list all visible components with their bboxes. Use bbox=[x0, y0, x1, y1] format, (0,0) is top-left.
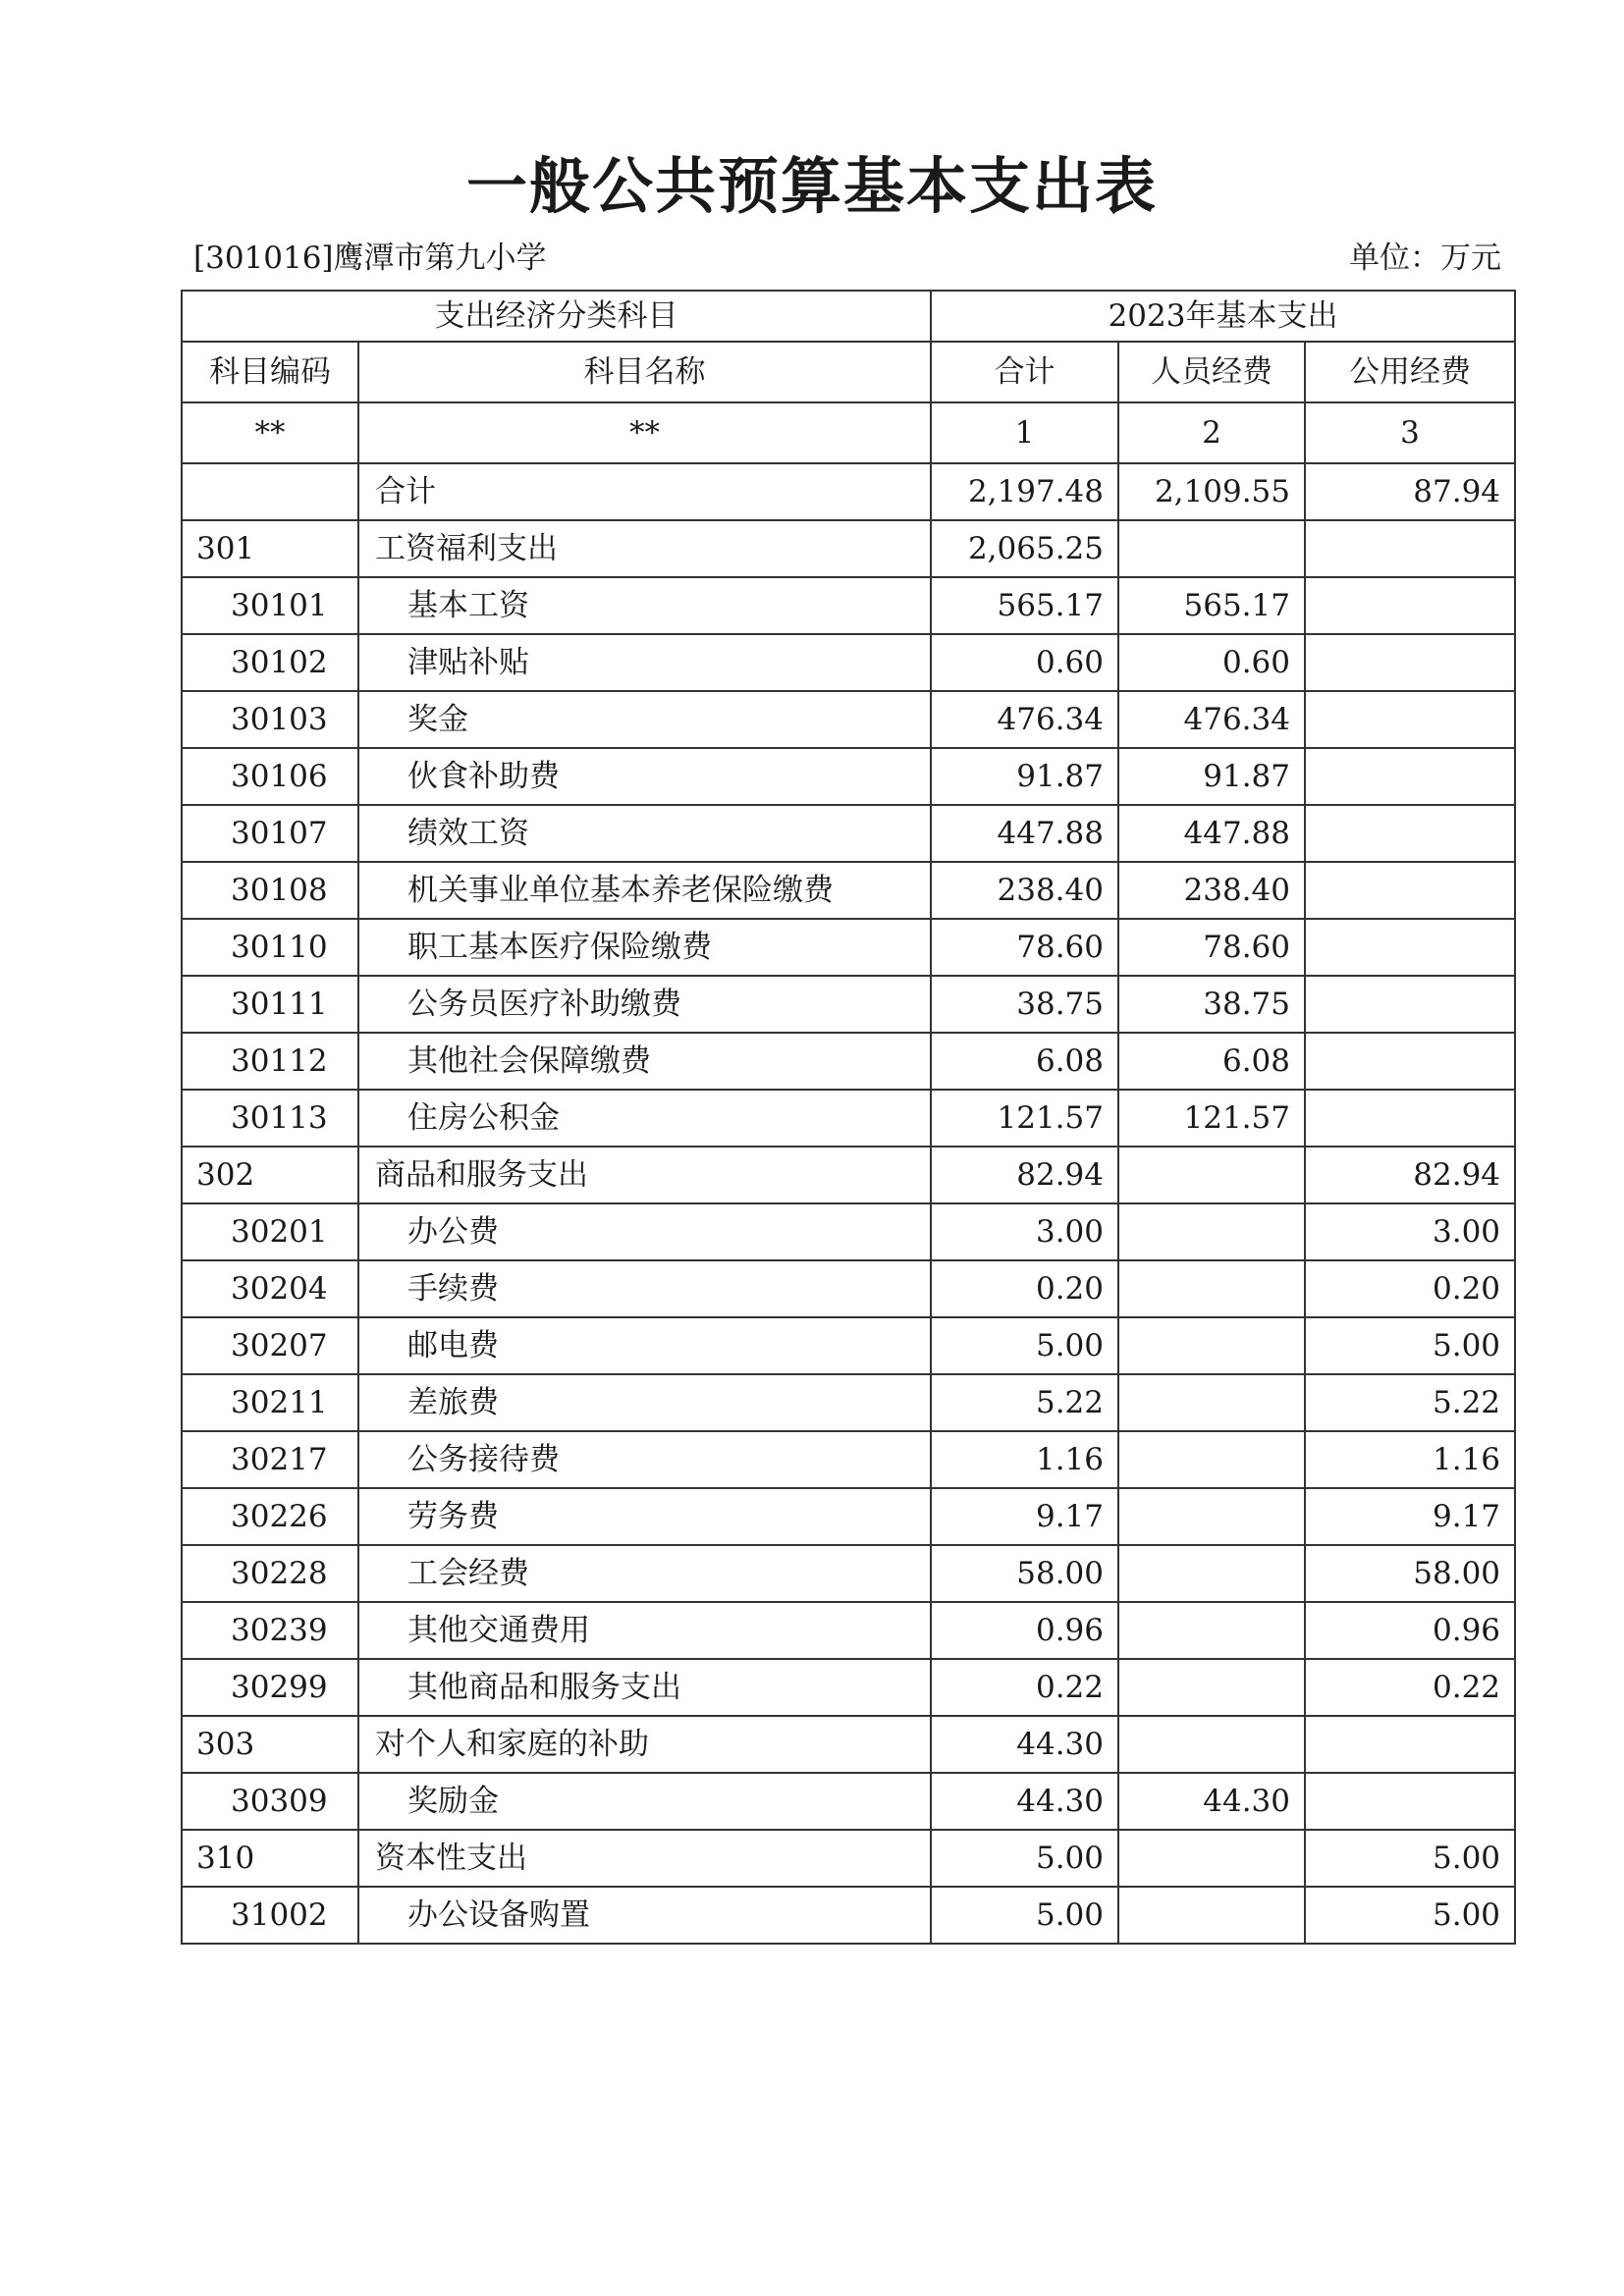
header-group-left: 支出经济分类科目 bbox=[182, 291, 931, 342]
row-personnel: 0.60 bbox=[1118, 634, 1305, 691]
row-personnel: 78.60 bbox=[1118, 919, 1305, 976]
row-total: 476.34 bbox=[931, 691, 1118, 748]
table-row bbox=[182, 976, 1515, 1033]
row-total: 58.00 bbox=[931, 1545, 1118, 1602]
header-total: 合计 bbox=[931, 342, 1118, 402]
table-row bbox=[182, 520, 1515, 577]
table-row bbox=[182, 862, 1515, 919]
row-total: 0.20 bbox=[931, 1260, 1118, 1317]
row-personnel bbox=[1118, 1260, 1305, 1317]
row-total: 238.40 bbox=[931, 862, 1118, 919]
table-row bbox=[182, 1773, 1515, 1830]
row-code: 30204 bbox=[182, 1260, 358, 1317]
index-code: ** bbox=[182, 402, 358, 463]
row-name: 劳务费 bbox=[358, 1488, 931, 1545]
row-public bbox=[1305, 1033, 1515, 1090]
row-name: 其他商品和服务支出 bbox=[358, 1659, 931, 1716]
row-total: 1.16 bbox=[931, 1431, 1118, 1488]
row-public: 87.94 bbox=[1305, 463, 1515, 520]
row-total: 0.22 bbox=[931, 1659, 1118, 1716]
row-public bbox=[1305, 805, 1515, 862]
page-title: 一般公共预算基本支出表 bbox=[465, 150, 1158, 222]
row-total: 565.17 bbox=[931, 577, 1118, 634]
table-row bbox=[182, 1716, 1515, 1773]
row-code: 30107 bbox=[182, 805, 358, 862]
index-personnel: 2 bbox=[1118, 402, 1305, 463]
row-personnel bbox=[1118, 520, 1305, 577]
row-personnel: 476.34 bbox=[1118, 691, 1305, 748]
row-name: 商品和服务支出 bbox=[358, 1147, 931, 1203]
row-code: 30103 bbox=[182, 691, 358, 748]
row-code: 30106 bbox=[182, 748, 358, 805]
row-code: 30201 bbox=[182, 1203, 358, 1260]
row-public: 1.16 bbox=[1305, 1431, 1515, 1488]
row-code: 30207 bbox=[182, 1317, 358, 1374]
row-total: 5.00 bbox=[931, 1830, 1118, 1887]
table-row bbox=[182, 1033, 1515, 1090]
row-total: 6.08 bbox=[931, 1033, 1118, 1090]
row-code: 310 bbox=[182, 1830, 358, 1887]
row-personnel: 238.40 bbox=[1118, 862, 1305, 919]
row-name: 住房公积金 bbox=[358, 1090, 931, 1147]
table-row bbox=[182, 1317, 1515, 1374]
table-row bbox=[182, 634, 1515, 691]
row-name: 差旅费 bbox=[358, 1374, 931, 1431]
header-column-row bbox=[182, 342, 1515, 402]
row-total: 5.22 bbox=[931, 1374, 1118, 1431]
row-name: 邮电费 bbox=[358, 1317, 931, 1374]
row-public: 9.17 bbox=[1305, 1488, 1515, 1545]
row-total: 121.57 bbox=[931, 1090, 1118, 1147]
organization-label: [301016]鹰潭市第九小学 bbox=[193, 240, 547, 276]
row-total: 5.00 bbox=[931, 1887, 1118, 1944]
row-code: 30102 bbox=[182, 634, 358, 691]
table-row bbox=[182, 919, 1515, 976]
row-personnel bbox=[1118, 1887, 1305, 1944]
row-public bbox=[1305, 577, 1515, 634]
index-public: 3 bbox=[1305, 402, 1515, 463]
row-personnel: 38.75 bbox=[1118, 976, 1305, 1033]
index-total: 1 bbox=[931, 402, 1118, 463]
row-public bbox=[1305, 691, 1515, 748]
table-row bbox=[182, 691, 1515, 748]
table-row bbox=[182, 805, 1515, 862]
row-name: 合计 bbox=[358, 463, 931, 520]
row-public: 5.22 bbox=[1305, 1374, 1515, 1431]
row-total: 2,065.25 bbox=[931, 520, 1118, 577]
row-personnel: 565.17 bbox=[1118, 577, 1305, 634]
row-public bbox=[1305, 520, 1515, 577]
row-name: 公务接待费 bbox=[358, 1431, 931, 1488]
row-personnel bbox=[1118, 1545, 1305, 1602]
row-code: 30111 bbox=[182, 976, 358, 1033]
row-public: 82.94 bbox=[1305, 1147, 1515, 1203]
row-public bbox=[1305, 976, 1515, 1033]
row-public: 5.00 bbox=[1305, 1830, 1515, 1887]
table-row bbox=[182, 1602, 1515, 1659]
index-name: ** bbox=[358, 402, 931, 463]
table-row bbox=[182, 748, 1515, 805]
row-personnel: 2,109.55 bbox=[1118, 463, 1305, 520]
table-row bbox=[182, 1090, 1515, 1147]
row-public: 0.96 bbox=[1305, 1602, 1515, 1659]
unit-label: 单位：万元 bbox=[1349, 240, 1501, 276]
row-public: 3.00 bbox=[1305, 1203, 1515, 1260]
table-row bbox=[182, 1545, 1515, 1602]
row-code bbox=[182, 463, 358, 520]
row-public bbox=[1305, 748, 1515, 805]
row-public: 58.00 bbox=[1305, 1545, 1515, 1602]
row-name: 资本性支出 bbox=[358, 1830, 931, 1887]
row-personnel bbox=[1118, 1374, 1305, 1431]
row-total: 44.30 bbox=[931, 1773, 1118, 1830]
header-group-right: 2023年基本支出 bbox=[931, 291, 1515, 342]
row-total: 2,197.48 bbox=[931, 463, 1118, 520]
row-total: 9.17 bbox=[931, 1488, 1118, 1545]
table-row bbox=[182, 1887, 1515, 1944]
row-code: 30112 bbox=[182, 1033, 358, 1090]
table-row bbox=[182, 463, 1515, 520]
row-code: 30228 bbox=[182, 1545, 358, 1602]
row-code: 302 bbox=[182, 1147, 358, 1203]
row-personnel bbox=[1118, 1830, 1305, 1887]
table-row bbox=[182, 1431, 1515, 1488]
row-code: 30108 bbox=[182, 862, 358, 919]
header-code: 科目编码 bbox=[182, 342, 358, 402]
row-total: 38.75 bbox=[931, 976, 1118, 1033]
row-code: 301 bbox=[182, 520, 358, 577]
row-name: 机关事业单位基本养老保险缴费 bbox=[358, 862, 931, 919]
budget-table bbox=[181, 290, 1516, 1945]
row-name: 其他交通费用 bbox=[358, 1602, 931, 1659]
row-code: 30211 bbox=[182, 1374, 358, 1431]
row-code: 30226 bbox=[182, 1488, 358, 1545]
table-body bbox=[182, 291, 1515, 1944]
table-row bbox=[182, 1488, 1515, 1545]
row-name: 办公设备购置 bbox=[358, 1887, 931, 1944]
row-personnel bbox=[1118, 1431, 1305, 1488]
row-total: 44.30 bbox=[931, 1716, 1118, 1773]
header-group-row bbox=[182, 291, 1515, 342]
row-code: 30113 bbox=[182, 1090, 358, 1147]
row-code: 31002 bbox=[182, 1887, 358, 1944]
row-total: 78.60 bbox=[931, 919, 1118, 976]
table-row bbox=[182, 1830, 1515, 1887]
row-code: 30101 bbox=[182, 577, 358, 634]
row-name: 公务员医疗补助缴费 bbox=[358, 976, 931, 1033]
table-row bbox=[182, 577, 1515, 634]
row-public bbox=[1305, 1716, 1515, 1773]
row-public bbox=[1305, 1773, 1515, 1830]
header-index-row bbox=[182, 402, 1515, 463]
row-code: 30239 bbox=[182, 1602, 358, 1659]
row-total: 0.96 bbox=[931, 1602, 1118, 1659]
row-personnel bbox=[1118, 1659, 1305, 1716]
row-public bbox=[1305, 919, 1515, 976]
row-personnel: 447.88 bbox=[1118, 805, 1305, 862]
row-public bbox=[1305, 862, 1515, 919]
row-name: 其他社会保障缴费 bbox=[358, 1033, 931, 1090]
row-name: 基本工资 bbox=[358, 577, 931, 634]
row-name: 手续费 bbox=[358, 1260, 931, 1317]
row-public: 5.00 bbox=[1305, 1317, 1515, 1374]
row-name: 办公费 bbox=[358, 1203, 931, 1260]
row-personnel bbox=[1118, 1203, 1305, 1260]
row-name: 奖励金 bbox=[358, 1773, 931, 1830]
row-public: 0.22 bbox=[1305, 1659, 1515, 1716]
row-code: 30110 bbox=[182, 919, 358, 976]
row-name: 对个人和家庭的补助 bbox=[358, 1716, 931, 1773]
row-total: 3.00 bbox=[931, 1203, 1118, 1260]
row-personnel bbox=[1118, 1147, 1305, 1203]
table-row bbox=[182, 1147, 1515, 1203]
row-name: 工资福利支出 bbox=[358, 520, 931, 577]
row-name: 津贴补贴 bbox=[358, 634, 931, 691]
row-personnel bbox=[1118, 1488, 1305, 1545]
row-personnel: 6.08 bbox=[1118, 1033, 1305, 1090]
row-personnel: 91.87 bbox=[1118, 748, 1305, 805]
row-public: 5.00 bbox=[1305, 1887, 1515, 1944]
row-total: 91.87 bbox=[931, 748, 1118, 805]
table-row bbox=[182, 1203, 1515, 1260]
row-name: 伙食补助费 bbox=[358, 748, 931, 805]
row-total: 0.60 bbox=[931, 634, 1118, 691]
row-code: 30299 bbox=[182, 1659, 358, 1716]
row-code: 30217 bbox=[182, 1431, 358, 1488]
row-personnel: 44.30 bbox=[1118, 1773, 1305, 1830]
header-public: 公用经费 bbox=[1305, 342, 1515, 402]
row-name: 绩效工资 bbox=[358, 805, 931, 862]
row-name: 职工基本医疗保险缴费 bbox=[358, 919, 931, 976]
row-code: 303 bbox=[182, 1716, 358, 1773]
row-public bbox=[1305, 634, 1515, 691]
row-personnel bbox=[1118, 1317, 1305, 1374]
row-total: 5.00 bbox=[931, 1317, 1118, 1374]
table-row bbox=[182, 1374, 1515, 1431]
header-name: 科目名称 bbox=[358, 342, 931, 402]
row-personnel bbox=[1118, 1716, 1305, 1773]
row-total: 447.88 bbox=[931, 805, 1118, 862]
row-public: 0.20 bbox=[1305, 1260, 1515, 1317]
row-total: 82.94 bbox=[931, 1147, 1118, 1203]
header-personnel: 人员经费 bbox=[1118, 342, 1305, 402]
row-personnel: 121.57 bbox=[1118, 1090, 1305, 1147]
table-row bbox=[182, 1659, 1515, 1716]
row-personnel bbox=[1118, 1602, 1305, 1659]
row-code: 30309 bbox=[182, 1773, 358, 1830]
row-name: 奖金 bbox=[358, 691, 931, 748]
row-public bbox=[1305, 1090, 1515, 1147]
row-name: 工会经费 bbox=[358, 1545, 931, 1602]
table-row bbox=[182, 1260, 1515, 1317]
